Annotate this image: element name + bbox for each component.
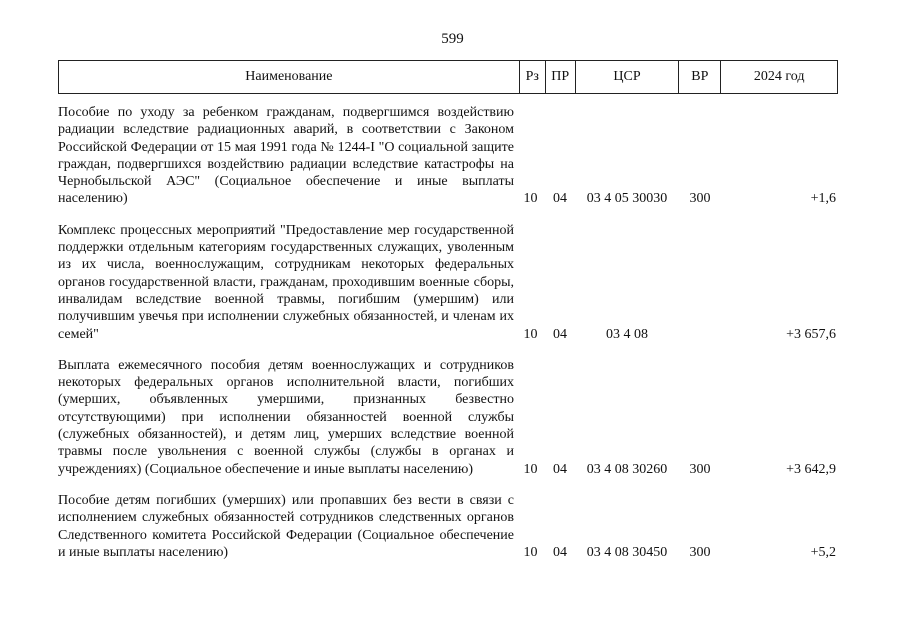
header-rz: Рз: [519, 61, 545, 93]
header-csr: ЦСР: [575, 61, 679, 93]
row-rz: 10: [523, 544, 538, 560]
row-csr: 03 4 08: [606, 326, 648, 342]
row-csr: 03 4 08 30260: [586, 461, 668, 477]
row-pr: 04: [553, 191, 567, 207]
table-body: [58, 104, 838, 575]
row-amount: +1,6: [810, 191, 836, 207]
row-amount: +5,2: [810, 544, 836, 560]
row-rz: 10: [523, 461, 538, 477]
row-name: Пособие по уходу за ребенком гражданам, подвергшимся воздействию радиации вследствие радиационных аварий, в соответствии с Законом Российской Федерации от 15 мая 1991 года № 1244-I "О социальной защите граждан, подвергшихся воздействию радиации вследствие катастрофы на Чернобыльской АЭС" (Социальное обеспечение и иные выплаты населению): [58, 105, 514, 207]
row-vr: 300: [689, 191, 711, 207]
table-row: [58, 104, 838, 208]
row-pr: 04: [553, 544, 567, 560]
row-pr: 04: [553, 461, 567, 477]
table-header: [58, 60, 838, 94]
row-csr: 03 4 05 30030: [586, 191, 668, 207]
table-row: [58, 492, 838, 561]
page-number: 599: [441, 31, 464, 47]
row-name: Выплата ежемесячного пособия детям военнослужащих и сотрудников некоторых федеральных органов исполнительной власти, погибших (умерших, объявленных умершими, признанных безвестно отсутствующими) при исполнении обязанностей военной службы (служебных обязанностей), и детям лиц, умерших вследствие военной травмы после увольнения с военной службы (службы в органах и учреждениях) (Социальное обеспечение и иные выплаты населению): [58, 357, 514, 477]
row-name: Комплекс процессных мероприятий "Предоставление мер государственной поддержки отдельным категориям государственных служащих, уволенным из их числа, военнослужащим, сотрудникам некоторых федеральных органов государственной власти, гражданам, проходившим военные сборы, инвалидам вследствие военной травмы, погибшим (умершим) или получившим увечья при исполнении служебных обязанностей, и членам их семей": [58, 222, 514, 342]
table-row: [58, 357, 838, 478]
row-amount: +3 642,9: [786, 461, 836, 477]
row-rz: 10: [523, 191, 538, 207]
row-pr: 04: [553, 326, 567, 342]
row-name: Пособие детям погибших (умерших) или пропавших без вести в связи с исполнением служебных обязанностей сотрудников следственных органов Следственного комитета Российской Федерации (Социальное обеспечение и иные выплаты населению): [58, 492, 514, 560]
row-vr: 300: [689, 461, 711, 477]
row-rz: 10: [523, 326, 538, 342]
table-row: [58, 222, 838, 343]
row-csr: 03 4 08 30450: [586, 544, 668, 560]
header-pr: ПР: [545, 61, 575, 93]
header-vr: ВР: [678, 61, 720, 93]
header-year: 2024 год: [720, 61, 837, 93]
header-name: Наименование: [245, 69, 333, 84]
row-vr: 300: [689, 544, 711, 560]
row-amount: +3 657,6: [786, 326, 836, 342]
